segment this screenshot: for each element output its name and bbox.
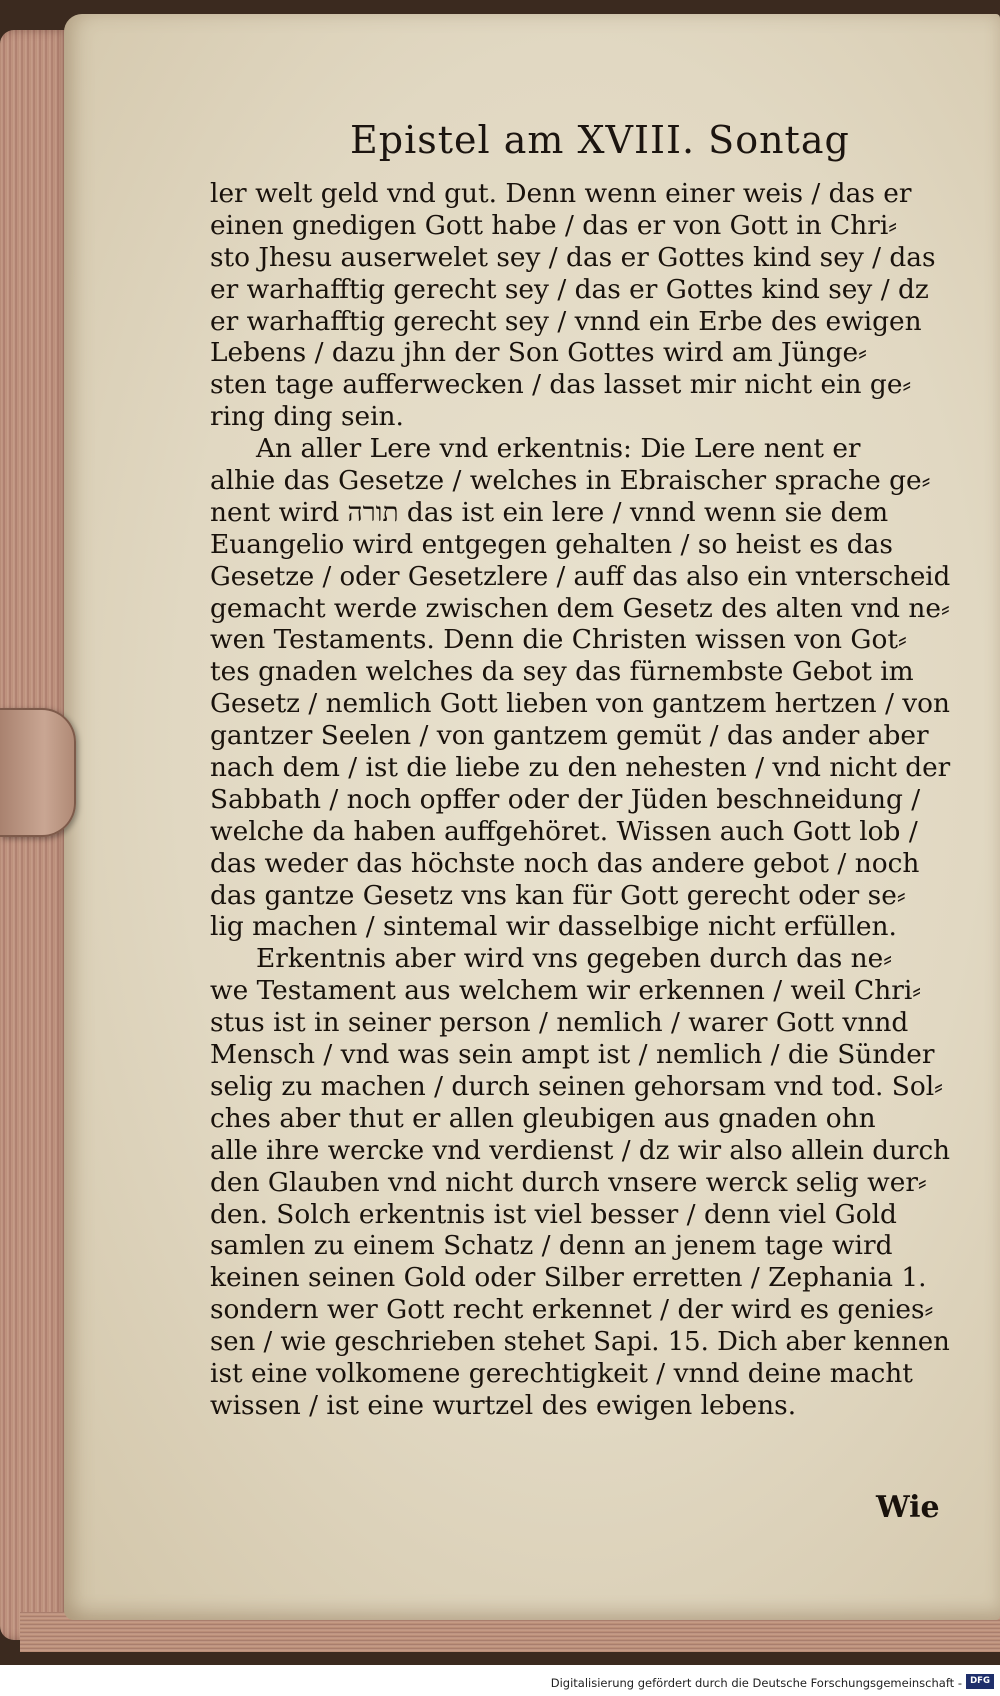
- text-line: alle ihre wercke vnd verdienst / dz wir also allein durch: [210, 1134, 950, 1166]
- text-line: selig zu machen / durch seinen gehorsam vnd tod. Sol⸗: [210, 1070, 943, 1102]
- text-line: An aller Lere vnd erkentnis: Die Lere nent er: [256, 433, 861, 465]
- dfg-logo-icon: DFG: [966, 1674, 994, 1689]
- text-line: lig machen / sintemal wir dasselbige nicht erfüllen.: [210, 911, 897, 943]
- text-line: er warhafftig gerecht sey / das er Gottes kind sey / dz: [210, 273, 929, 305]
- footer-credit: Digitalisierung gefördert durch die Deutsche Forschungsgemeinschaft -: [550, 1676, 962, 1690]
- text-line: sten tage aufferwecken / das lasset mir nicht ein ge⸗: [210, 369, 912, 401]
- text-line: den. Solch erkentnis ist viel besser / denn viel Gold: [210, 1198, 897, 1230]
- text-line: ring ding sein.: [210, 401, 404, 433]
- text-line: nach dem / ist die liebe zu den nehesten / vnd nicht der: [210, 752, 951, 784]
- text-line: Sabbath / noch opffer oder der Jüden beschneidung /: [210, 783, 921, 815]
- text-line: ist eine volkomene gerechtigkeit / vnnd deine macht: [210, 1357, 913, 1389]
- text-line: sto Jhesu auserwelet sey / das er Gottes kind sey / das: [210, 241, 936, 273]
- text-line: den Glauben vnd nicht durch vnsere werck selig wer⸗: [210, 1166, 927, 1198]
- text-line: wissen / ist eine wurtzel des ewigen lebens.: [210, 1389, 797, 1421]
- text-line: we Testament aus welchem wir erkennen / weil Chri⸗: [210, 975, 922, 1007]
- text-line: alhie das Gesetze / welches in Ebraischer sprache ge⸗: [210, 465, 931, 497]
- text-line: Lebens / dazu jhn der Son Gottes wird am Jünge⸗: [210, 337, 867, 369]
- text-line: ler welt geld vnd gut. Denn wenn einer weis / das er: [210, 178, 912, 209]
- text-line: sen / wie geschrieben stehet Sapi. 15. Dich aber kennen: [210, 1326, 950, 1358]
- text-line: ches aber thut er allen gleubigen aus gnaden ohn: [210, 1102, 876, 1134]
- text-line: Erkentnis aber wird vns gegeben durch das ne⸗: [256, 943, 893, 975]
- text-line: gantzer Seelen / von gantzem gemüt / das ander aber: [210, 720, 929, 752]
- text-line: samlen zu einem Schatz / denn an jenem tage wird: [210, 1230, 893, 1262]
- page-header: Epistel am XVIII. Sontag: [350, 118, 850, 162]
- text-line: nent wird תורה das ist ein lere / vnnd wenn sie dem: [210, 496, 889, 528]
- text-line: Mensch / vnd was sein ampt ist / nemlich / die Sünder: [210, 1039, 935, 1071]
- text-line: tes gnaden welches da sey das fürnembste Gebot im: [210, 656, 914, 688]
- text-line: das weder das höchste noch das andere gebot / noch: [210, 847, 920, 879]
- text-line: Gesetze / oder Gesetzlere / auff das also ein vnterscheid: [210, 560, 951, 592]
- text-line: einen gnedigen Gott habe / das er von Gott in Chri⸗: [210, 209, 898, 241]
- text-line: keinen seinen Gold oder Silber erretten / Zephania 1.: [210, 1262, 927, 1294]
- page-text: [210, 178, 950, 1422]
- text-line: sondern wer Gott recht erkennet / der wird es genies⸗: [210, 1294, 934, 1326]
- catchword: Wie: [876, 1490, 940, 1525]
- text-line: welche da haben auffgehöret. Wissen auch Gott lob /: [210, 815, 918, 847]
- book-clasp: [0, 708, 76, 837]
- text-line: stus ist in seiner person / nemlich / warer Gott vnnd: [210, 1007, 909, 1039]
- text-line: er warhafftig gerecht sey / vnnd ein Erbe des ewigen: [210, 305, 922, 337]
- text-line: Gesetz / nemlich Gott lieben von gantzem hertzen / von: [210, 688, 950, 720]
- text-line: gemacht werde zwischen dem Gesetz des alten vnd ne⸗: [210, 592, 950, 624]
- text-line: Euangelio wird entgegen gehalten / so heist es das: [210, 528, 893, 560]
- text-line: wen Testaments. Denn die Christen wissen von Got⸗: [210, 624, 907, 656]
- text-line: das gantze Gesetz vns kan für Gott gerecht oder se⸗: [210, 879, 906, 911]
